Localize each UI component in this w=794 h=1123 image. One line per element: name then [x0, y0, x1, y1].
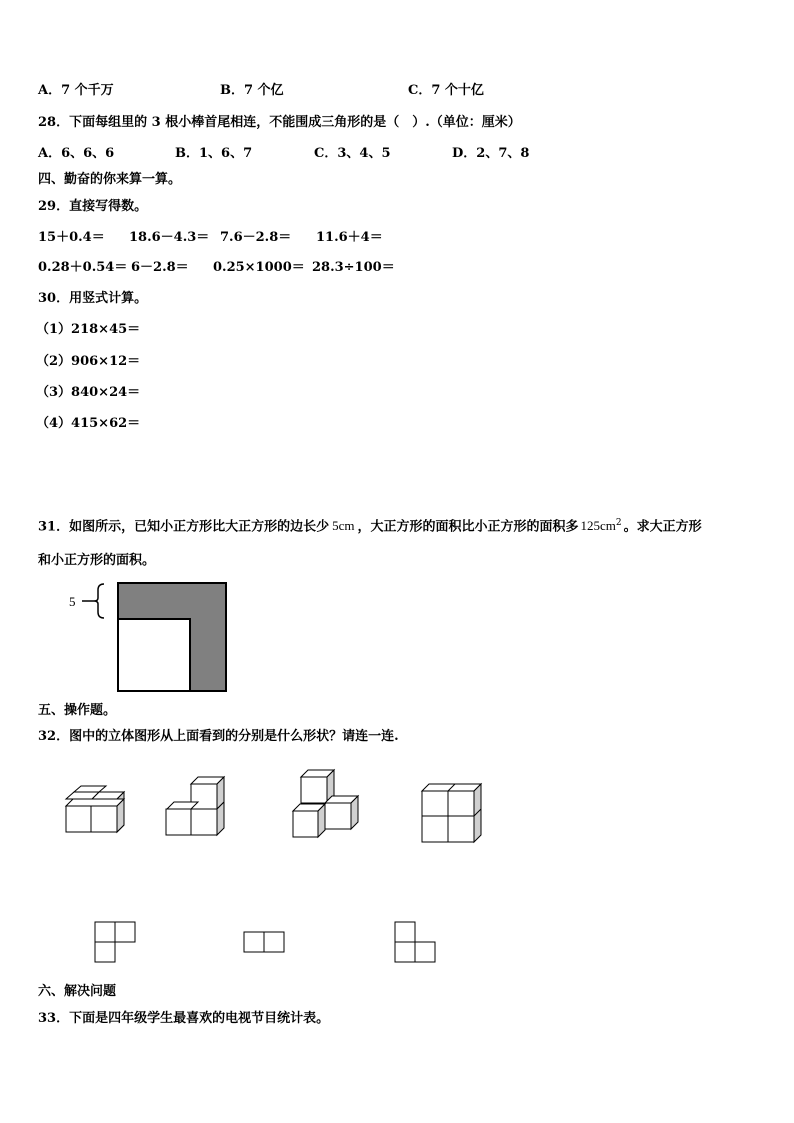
q32-top-view-3 [395, 922, 435, 962]
q31-line-2: 和小正方形的面积。 [38, 553, 156, 568]
q32-top-view-2 [244, 932, 284, 952]
q30-item-2: （2）906×12＝ [36, 354, 141, 369]
q31-length: 5cm [332, 518, 355, 534]
q28-stem: 28．下面每组里的 3 根小棒首尾相连，不能围成三角形的是（ ）.（单位：厘米） [38, 115, 521, 130]
q31-text-a: 31．如图所示，已知小正方形比大正方形的边长少 [38, 519, 330, 535]
q28-option-c: C．3、4、5 [314, 146, 391, 161]
q27-option-c: C．7 个十亿 [408, 83, 484, 98]
q29-r1-4: 11.6＋4＝ [316, 230, 383, 245]
q30-item-1: （1）218×45＝ [36, 322, 141, 337]
q30-stem: 30．用竖式计算。 [38, 291, 148, 306]
section-5-heading: 五、操作题。 [38, 703, 117, 718]
q29-r2-4: 28.3÷100＝ [312, 260, 395, 275]
q29-r1-1: 15＋0.4＝ [38, 230, 105, 245]
section-6-heading: 六、解决问题 [38, 984, 117, 999]
q29-r1-3: 7.6－2.8＝ [220, 230, 292, 245]
q29-r1-2: 18.6－4.3＝ [129, 230, 210, 245]
section-4-heading: 四、勤奋的你来算一算。 [38, 172, 182, 187]
q31-text-c: 。求大正方形 [623, 519, 702, 535]
q31-area-exponent: 2 [615, 518, 622, 528]
q30-item-4: （4）415×62＝ [36, 416, 141, 431]
q32-solid-4 [422, 784, 481, 842]
q29-stem: 29．直接写得数。 [38, 199, 148, 214]
q29-r2-3: 0.25×1000＝ [213, 260, 305, 275]
q32-top-view-1 [95, 922, 135, 962]
q31-text-b: ，大正方形的面积比小正方形的面积多 [357, 519, 579, 535]
q32-stem: 32．图中的立体图形从上面看到的分别是什么形状？请连一连. [38, 729, 399, 744]
q32-solid-2 [166, 777, 224, 835]
q32-solid-3 [293, 770, 358, 837]
q27-option-b: B．7 个亿 [220, 83, 284, 98]
q28-option-d: D．2、7、8 [452, 146, 530, 161]
q31-figure-label: 5 [69, 594, 76, 609]
q28-option-b: B．1、6、7 [175, 146, 253, 161]
q29-r2-1: 0.28＋0.54＝ [38, 260, 128, 275]
q33-stem: 33．下面是四年级学生最喜欢的电视节目统计表。 [38, 1011, 330, 1026]
q32-solid-1 [66, 786, 124, 832]
q29-r2-2: 6－2.8＝ [131, 260, 189, 275]
q31-area: 125cm [580, 518, 616, 534]
q30-item-3: （3）840×24＝ [36, 385, 141, 400]
q28-option-a: A．6、6、6 [38, 146, 115, 161]
q27-option-a: A．7 个千万 [38, 83, 114, 98]
